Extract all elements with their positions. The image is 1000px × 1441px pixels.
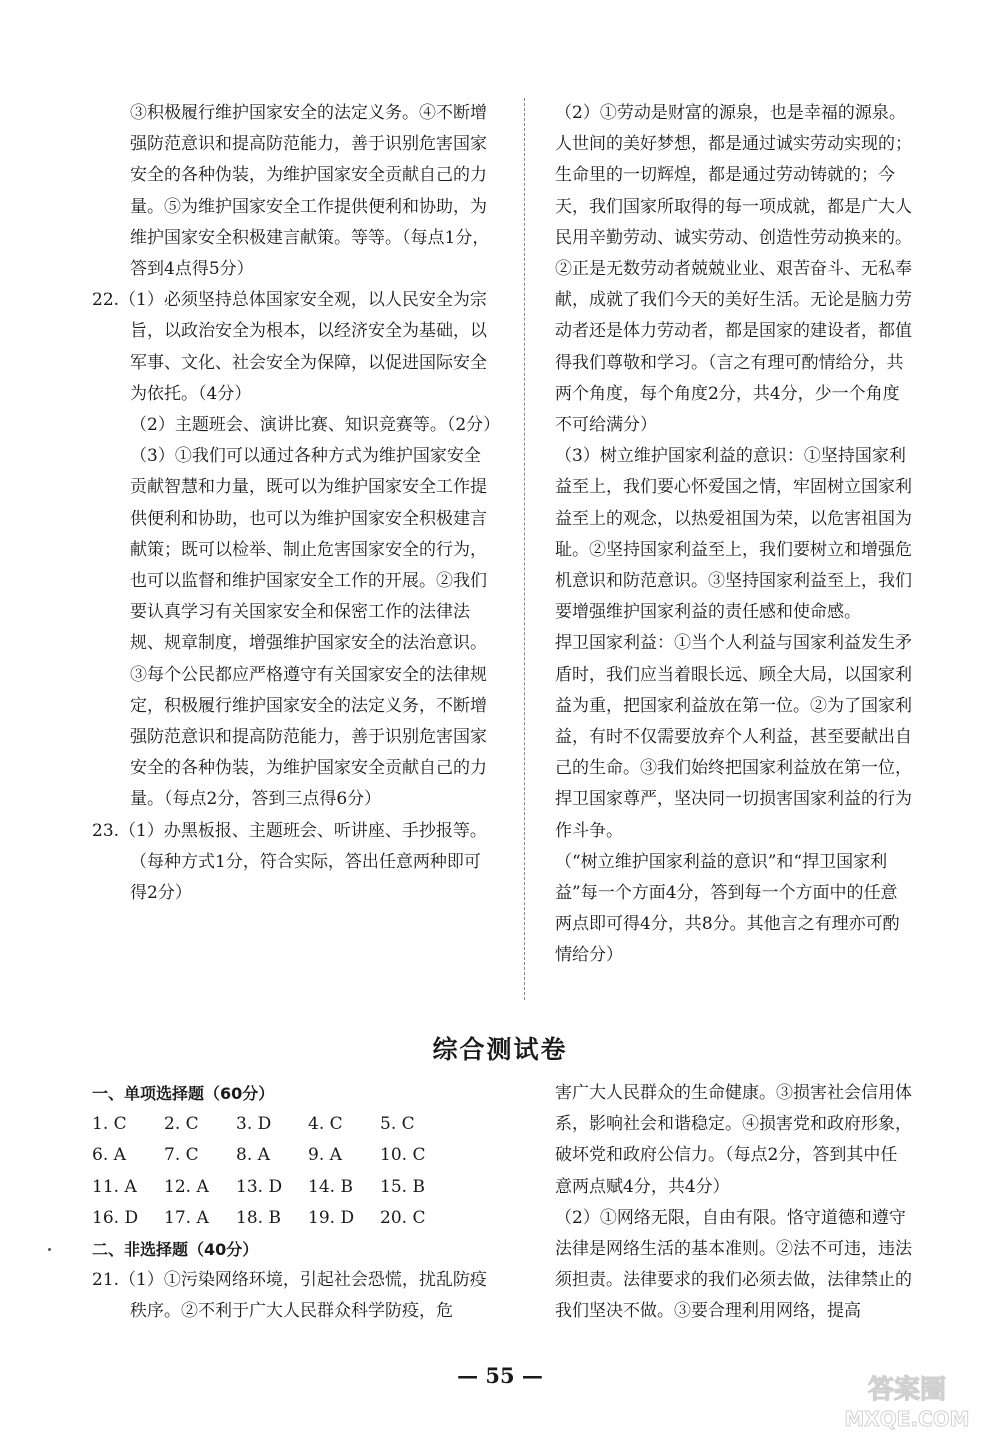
- mc-answer: 13. D: [236, 1176, 283, 1197]
- mc-answer: 6. A: [92, 1145, 126, 1166]
- comprehensive-test-right: [555, 1078, 913, 1328]
- section-title: 综合测试卷: [432, 1035, 568, 1064]
- mc-answer: 20. C: [380, 1207, 426, 1228]
- mc-answer: 18. B: [236, 1207, 281, 1228]
- mc-answer: 1. C: [92, 1114, 127, 1135]
- answer-paragraph-left-1: ③积极履行维护国家安全的法定义务。④不断增强防范意识和提高防范能力，善于识别危害国家安全的各种伪装，为维护国家安全贡献自己的力量。⑤为维护国家安全工作提供便利和协助，为维护国家安全积极建言献策。等等。（每点1分，答到4点得5分）: [130, 103, 490, 280]
- mc-answer: 3. D: [236, 1114, 272, 1135]
- answer-paragraph-left-3: （2）主题班会、演讲比赛、知识竞赛等。（2分）: [130, 415, 501, 436]
- mc-answer-row: [92, 1140, 492, 1171]
- mc-answer: 16. D: [92, 1207, 139, 1228]
- left-column-answers: [92, 98, 501, 909]
- right-column-answers: [555, 98, 913, 972]
- mc-answer: 4. C: [308, 1114, 343, 1135]
- mc-answer: 7. C: [164, 1145, 199, 1166]
- mc-answer: 19. D: [308, 1207, 355, 1228]
- column-divider: [524, 98, 525, 1000]
- answer-paragraph-left-2: 22.（1）必须坚持总体国家安全观，以人民安全为宗旨，以政治安全为根本，以经济安全为基础，以军事、文化、社会安全为保障，以促进国际安全为依托。（4分）: [92, 290, 487, 404]
- mc-answer: 11. A: [92, 1176, 137, 1197]
- answer-paragraph-right-3: 捍卫国家利益：①当个人利益与国家利益发生矛盾时，我们应当着眼长远、顾全大局，以国家利益为重，把国家利益放在第一位。②为了国家利益，有时不仅需要放弃个人利益，甚至要献出自己的生命。③我们始终把国家利益放在第一位，捍卫国家尊严，坚决同一切损害国家利益的行为作斗争。: [555, 633, 912, 841]
- mc-answer: 12. A: [164, 1176, 209, 1197]
- scan-dot: [48, 1248, 51, 1251]
- mc-answer: 8. A: [236, 1145, 270, 1166]
- mc-answer-row: [92, 1172, 492, 1203]
- svg-text:MXQE.COM: MXQE.COM: [844, 1407, 970, 1431]
- multiple-choice-answers: [92, 1109, 492, 1234]
- answer-paragraph-right-1: （2）①劳动是财富的源泉，也是幸福的源泉。人世间的美好梦想，都是通过诚实劳动实现的；生命里的一切辉煌，都是通过劳动铸就的；今天，我们国家所取得的每一项成就，都是广大人民用辛勤劳动、诚实劳动、创造性劳动换来的。②正是无数劳动者兢兢业业、艰苦奋斗、无私奉献，成就了我们今天的美好生活。无论是脑力劳动者还是体力劳动者，都是国家的建设者，都值得我们尊敬和学习。（言之有理可酌情给分，共两个角度，每个角度2分，共4分，少一个角度不可给满分）: [555, 103, 912, 436]
- answer-paragraph-left-4: （3）①我们可以通过各种方式为维护国家安全贡献智慧和力量，既可以为维护国家安全工作提供便利和协助，也可以为维护国家安全积极建言献策；既可以检举、制止危害国家安全的行为，也可以监督和维护国家安全工作的开展。②我们要认真学习有关国家安全和保密工作的法律法规、规章制度，增强维护国家安全的法治意识。③每个公民都应严格遵守有关国家安全的法律规定，积极履行维护国家安全的法定义务，不断增强防范意识和提高防范能力，善于识别危害国家安全的各种伪装，为维护国家安全贡献自己的力量。（每点2分，答到三点得6分）: [130, 446, 487, 810]
- mc-answer: 5. C: [380, 1114, 415, 1135]
- answer-paragraph-right-2: （3）树立维护国家利益的意识：①坚持国家利益至上，我们要心怀爱国之情，牢固树立国家利益至上的观念，以热爱祖国为荣，以危害祖国为耻。②坚持国家利益至上，我们要树立和增强危机意识和防范意识。③坚持国家利益至上，我们要增强维护国家利益的责任感和使命感。: [555, 446, 912, 623]
- mc-answer: 17. A: [164, 1207, 209, 1228]
- q21-answer-paragraph-2: （2）①网络无限，自由有限。恪守道德和遵守法律是网络生活的基本准则。②法不可违，违法须担责。法律要求的我们必须去做，法律禁止的我们坚决不做。③要合理利用网络，提高: [555, 1207, 912, 1322]
- q21-answer-part1: 21.（1）①污染网络环境，引起社会恐慌，扰乱防疫秩序。②不利于广大人民群众科学防疫，危: [92, 1270, 487, 1322]
- q21-answer-paragraph-1: 害广大人民群众的生命健康。③损害社会信用体系，影响社会和谐稳定。④损害党和政府形象，破坏党和政府公信力。（每点2分，答到其中任意两点赋4分，共4分）: [555, 1083, 912, 1197]
- svg-text:答案圈: 答案圈: [867, 1375, 947, 1405]
- mc-answer: 9. A: [308, 1145, 342, 1166]
- answer-paragraph-right-4: （“树立维护国家利益的意识”和“捍卫国家利益”每一个方面4分，答到每一个方面中的任意两点即可得4分，共8分。其他言之有理亦可酌情给分）: [555, 851, 900, 966]
- watermark-logo: [832, 1368, 982, 1434]
- comprehensive-test-left: [92, 1078, 492, 1328]
- mc-answer: 2. C: [164, 1114, 199, 1135]
- mc-answer: 10. C: [380, 1145, 426, 1166]
- page-number: — 55 —: [457, 1363, 543, 1388]
- mc-answer: 14. B: [308, 1176, 353, 1197]
- mc-answer-row: [92, 1203, 492, 1234]
- part2-heading: 二、非选择题（40分）: [92, 1240, 259, 1260]
- mc-answer-row: [92, 1109, 492, 1140]
- answer-paragraph-left-5: 23.（1）办黑板报、主题班会、听讲座、手抄报等。（每种方式1分，符合实际，答出任意两种即可得2分）: [92, 820, 487, 904]
- part1-heading: 一、单项选择题（60分）: [92, 1084, 275, 1103]
- mc-answer: 15. B: [380, 1176, 425, 1197]
